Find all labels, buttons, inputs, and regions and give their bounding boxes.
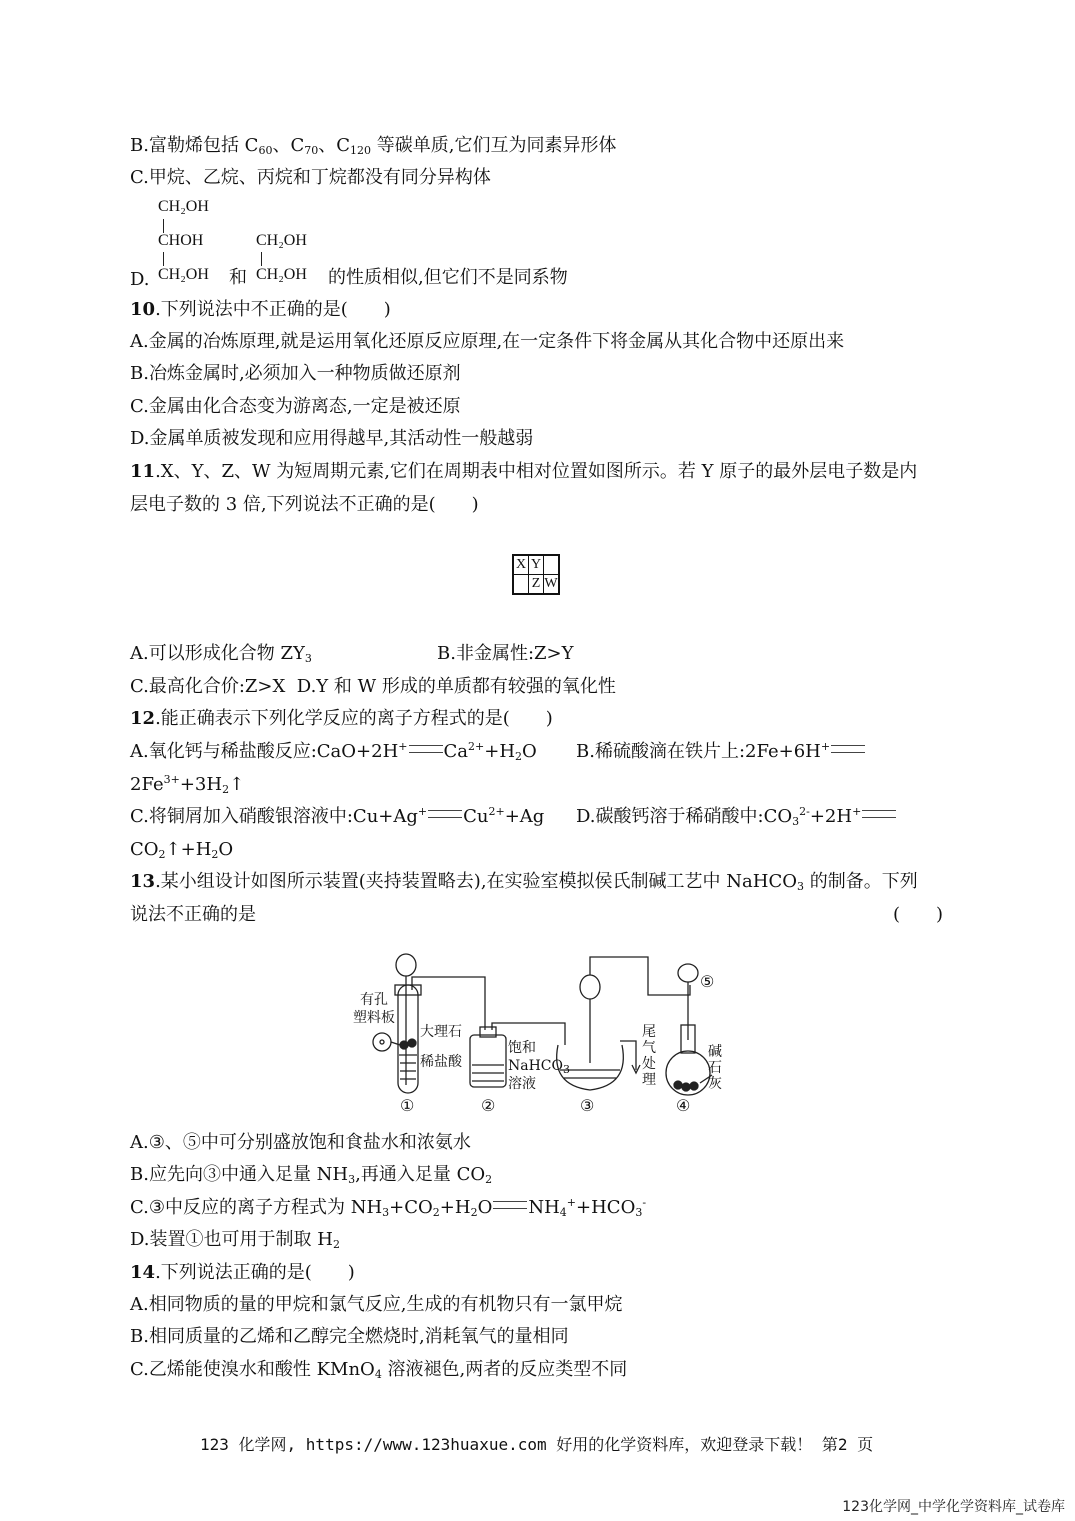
bond <box>261 252 262 266</box>
text: B.稀硫酸滴在铁片上:2Fe+6H <box>576 741 821 762</box>
q9-and: 和 <box>229 267 247 288</box>
subscript: 2 <box>515 750 523 763</box>
label-lime-2: 石 <box>708 1060 722 1076</box>
text: +H <box>484 741 516 762</box>
label-sat-3: 溶液 <box>508 1076 536 1092</box>
page-footer: 123 化学网, https://www.123huaxue.com 好用的化学资料库，欢迎登录下载！ 第2 页 <box>200 1435 874 1454</box>
periodic-table-fragment <box>512 554 560 595</box>
glycol-line-2: CH₂OH <box>256 266 307 283</box>
subscript: 2 <box>432 1206 440 1219</box>
subscript: 2 <box>222 783 230 796</box>
soda-lime <box>682 1083 690 1091</box>
plastic-plate-hole <box>380 1040 384 1044</box>
glycol-line-1: CH₂OH <box>256 232 307 249</box>
subscript: 3 <box>792 815 800 828</box>
text: D.装置①也可用于制取 H <box>130 1229 333 1250</box>
q10-option-a: A.金属的冶炼原理,就是运用氧化还原反应原理,在一定条件下将金属从其化合物中还原出来 <box>130 331 845 352</box>
q9-option-c: C.甲烷、乙烷、丙烷和丁烷都没有同分异构体 <box>130 167 491 188</box>
label-lime-1: 碱 <box>708 1044 722 1060</box>
q10-stem <box>130 298 391 322</box>
bond <box>163 252 164 266</box>
q10-option-d: D.金属单质被发现和应用得越早,其活动性一般越弱 <box>130 428 534 449</box>
text: +2H <box>809 806 853 827</box>
text: 的制备。下列 <box>803 871 918 892</box>
q14-option-a: A.相同物质的量的甲烷和氯气反应,生成的有机物只有一氯甲烷 <box>130 1294 623 1315</box>
plastic-plate-icon <box>373 1033 391 1051</box>
subscript: 3 <box>635 1206 643 1219</box>
q10-option-c: C.金属由化合态变为游离态,一定是被还原 <box>130 396 461 417</box>
text: CO <box>130 839 159 860</box>
subscript: 3 <box>382 1206 390 1219</box>
label-marble: 大理石 <box>420 1024 462 1040</box>
superscript: + <box>566 1196 577 1209</box>
text: +Ag <box>504 806 545 827</box>
question-number: 10 <box>130 299 156 320</box>
text: A.氧化钙与稀盐酸反应:CaO+2H <box>130 741 399 762</box>
question-number: 11 <box>130 461 156 482</box>
subscript: 3 <box>796 880 804 893</box>
text: 溶液褪色,两者的反应类型不同 <box>381 1359 628 1380</box>
label-n1: ① <box>400 1096 415 1115</box>
text: NaHCO <box>508 1058 563 1074</box>
q11-option-b: B.非金属性:Z>Y <box>437 643 574 664</box>
cell-w: W <box>544 575 560 595</box>
equals-sign <box>428 810 462 818</box>
text: ↑ <box>229 774 245 795</box>
text: D.Y 和 W 形成的单质都有较强的氧化性 <box>296 676 616 697</box>
subscript: 4 <box>559 1206 567 1219</box>
dropping-funnel <box>678 964 698 982</box>
text: D.碳酸钙溶于稀硝酸中:CO <box>576 806 793 827</box>
marble-piece <box>408 1039 416 1047</box>
test-tube <box>398 985 418 1093</box>
glycerol-line-2: CHOH <box>158 232 204 249</box>
question-number: 12 <box>130 708 156 729</box>
label-tail-1: 尾 <box>642 1024 656 1040</box>
q9-option-d-label: D. <box>130 269 150 290</box>
text: Ca <box>443 741 469 762</box>
q11-stem-1 <box>130 460 917 484</box>
equals-sign <box>409 745 443 753</box>
text: 等碳单质,它们互为同素异形体 <box>371 135 617 156</box>
text: Cu <box>463 806 489 827</box>
label-plate-1: 有孔 <box>360 992 388 1008</box>
subscript: 2 <box>211 848 219 861</box>
text: 、C <box>272 135 305 156</box>
glycerol-line-1: CH₂OH <box>158 198 209 215</box>
text: B.富勒烯包括 C <box>130 135 259 156</box>
watermark: 123化学网_中学化学资料库_试卷库 <box>842 1499 1065 1515</box>
subscript: 2 <box>158 848 166 861</box>
label-n3: ③ <box>580 1096 595 1115</box>
text: O <box>522 741 537 762</box>
label-lime-3: 灰 <box>708 1076 722 1092</box>
q9-option-d-end: 的性质相似,但它们不是同系物 <box>328 267 568 288</box>
glycerol-line-3: CH₂OH <box>158 266 209 283</box>
subscript: 120 <box>350 144 372 157</box>
equals-sign <box>493 1201 527 1209</box>
equals-sign <box>862 810 896 818</box>
superscript: 2+ <box>468 740 485 753</box>
text: .能正确表示下列化学反应的离子方程式的是( ) <box>155 708 553 729</box>
label-n4: ④ <box>676 1096 691 1115</box>
label-n2: ② <box>481 1096 496 1115</box>
superscript: + <box>820 740 831 753</box>
cell-z: Z <box>529 575 544 595</box>
subscript: 3 <box>563 1063 570 1076</box>
q13-option-d <box>130 1228 340 1252</box>
q14-option-c <box>130 1358 627 1382</box>
superscript: + <box>417 805 428 818</box>
text: A.可以形成化合物 ZY <box>130 643 305 664</box>
connecting-tube <box>590 957 690 995</box>
superscript: + <box>852 805 862 818</box>
cell-y: Y <box>529 555 544 575</box>
q13-stem-1 <box>130 870 918 894</box>
text: B.应先向③中通入足量 NH <box>130 1164 349 1185</box>
text: .下列说法正确的是( ) <box>155 1262 355 1283</box>
text: .某小组设计如图所示装置(夹持装置略去),在实验室模拟侯氏制碱工艺中 NaHCO <box>155 871 797 892</box>
q14-stem <box>130 1261 355 1285</box>
subscript: 70 <box>304 144 319 157</box>
q13-answer-paren: ( ) <box>893 904 944 925</box>
q12-stem <box>130 707 553 731</box>
bond <box>163 219 164 233</box>
superscript: 3+ <box>163 773 180 786</box>
text: .下列说法中不正确的是( ) <box>155 299 391 320</box>
q13-option-c <box>130 1196 646 1220</box>
apparatus-diagram <box>340 945 740 1115</box>
text: C.最高化合价:Z>X <box>130 676 286 697</box>
q13-stem-2: 说法不正确的是 <box>130 904 256 925</box>
q11-option-c <box>130 675 616 699</box>
text: 、C <box>318 135 351 156</box>
text: +CO <box>389 1197 433 1218</box>
cell-empty <box>513 575 529 595</box>
text: C.将铜屑加入硝酸银溶液中:Cu+Ag <box>130 806 418 827</box>
superscript: 2- <box>799 805 810 818</box>
q11-stem-2: 层电子数的 3 倍,下列说法不正确的是( ) <box>130 494 479 515</box>
label-acid: 稀盐酸 <box>420 1054 462 1070</box>
superscript: + <box>398 740 408 753</box>
subscript: 3 <box>304 652 312 665</box>
funnel-bulb <box>396 954 416 976</box>
q13-option-b <box>130 1163 492 1187</box>
cell-x: X <box>513 555 529 575</box>
q14-option-b: B.相同质量的乙烯和乙醇完全燃烧时,消耗氧气的量相同 <box>130 1326 569 1347</box>
text: 2Fe <box>130 774 164 795</box>
wash-bottle <box>470 1035 506 1087</box>
q12-option-b <box>576 740 866 764</box>
text: C.③中反应的离子方程式为 NH <box>130 1197 383 1218</box>
subscript: 2 <box>485 1173 493 1186</box>
cell-empty <box>544 555 560 575</box>
text: .X、Y、Z、W 为短周期元素,它们在周期表中相对位置如图所示。若 Y 原子的最外层电子数是内 <box>155 461 918 482</box>
soda-lime <box>674 1081 682 1089</box>
text: O <box>477 1197 493 1218</box>
subscript: 2 <box>332 1238 340 1251</box>
q12-option-d-2 <box>130 838 233 862</box>
label-tail-2: 气 <box>642 1040 656 1056</box>
text: O <box>218 839 234 860</box>
label-tail-4: 理 <box>642 1072 656 1088</box>
label-plate-2: 塑料板 <box>353 1010 395 1026</box>
text: +H <box>439 1197 471 1218</box>
q12-option-c <box>130 805 544 829</box>
q10-option-b: B.冶炼金属时,必须加入一种物质做还原剂 <box>130 363 461 384</box>
text: ,再通入足量 CO <box>355 1164 486 1185</box>
q12-option-b-2 <box>130 773 244 797</box>
q9-option-b <box>130 134 616 158</box>
q12-option-a <box>130 740 537 764</box>
subscript: 4 <box>374 1368 382 1381</box>
q11-option-a <box>130 642 312 666</box>
text: C.乙烯能使溴水和酸性 KMnO <box>130 1359 375 1380</box>
label-n5: ⑤ <box>700 972 715 991</box>
label-sat-1: 饱和 <box>508 1040 536 1056</box>
soda-lime <box>690 1082 698 1090</box>
superscript: - <box>642 1196 647 1209</box>
question-number: 14 <box>130 1262 156 1283</box>
question-number: 13 <box>130 871 156 892</box>
superscript: 2+ <box>488 805 505 818</box>
text: +3H <box>179 774 223 795</box>
label-tail-3: 处 <box>642 1056 656 1072</box>
text: ↑+H <box>165 839 212 860</box>
q12-option-d <box>576 805 897 829</box>
subscript: 60 <box>258 144 273 157</box>
marble-piece <box>400 1041 408 1049</box>
text: +HCO <box>576 1197 636 1218</box>
separatory-funnel <box>580 975 600 999</box>
q13-option-a: A.③、⑤中可分别盛放饱和食盐水和浓氨水 <box>130 1132 471 1153</box>
equals-sign <box>831 745 865 753</box>
subscript: 2 <box>470 1206 478 1219</box>
subscript: 3 <box>348 1173 356 1186</box>
text: NH <box>528 1197 560 1218</box>
